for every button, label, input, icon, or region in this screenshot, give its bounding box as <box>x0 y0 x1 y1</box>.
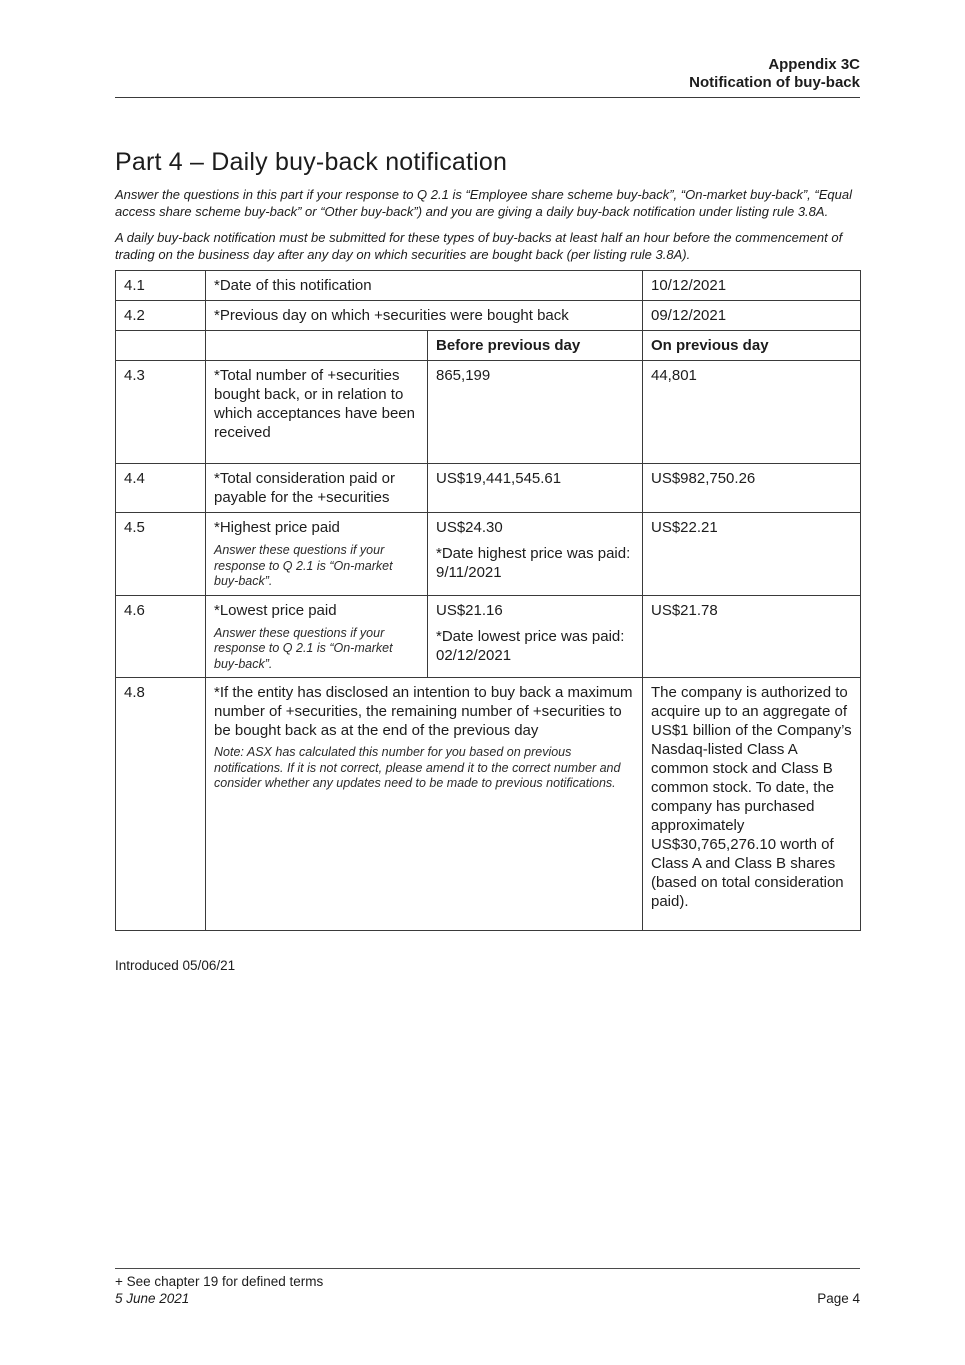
footer-row <box>115 1290 860 1307</box>
cell-4-6-label-text: *Lowest price paid <box>214 601 337 619</box>
document-footer <box>115 1268 860 1307</box>
document-header <box>115 56 860 92</box>
cell-4-6-on: US$21.78 <box>643 595 861 678</box>
cell-4-5-label-text: *Highest price paid <box>214 519 340 536</box>
document-title-header: Notification of buy-back <box>689 74 860 91</box>
cell-4-2-number: 4.2 <box>116 301 206 331</box>
cell-4-6-label-note: Answer these questions if your response to Q 2.1 is “On-market buy-back”. <box>214 625 393 671</box>
cell-4-4-on: US$982,750.26 <box>643 464 861 513</box>
cell-4-8-number: 4.8 <box>116 678 206 931</box>
cell-4-5-before-value: US$24.30 <box>436 519 503 536</box>
cell-4-4-label: *Total consideration paid or payable for the +securities <box>206 464 428 513</box>
cell-4-1-label: *Date of this notification <box>206 271 643 301</box>
cell-4-5-before <box>428 513 643 596</box>
cell-4-8-note: Note: ASX has calculated this number for you based on previous notifications. If it is not correct, please amend it to the correct number and consider whether any updates need to be made to previous notifications. <box>214 745 621 790</box>
footer-defined-terms: + See chapter 19 for defined terms <box>115 1274 324 1289</box>
cell-4-1-number: 4.1 <box>116 271 206 301</box>
cell-4-6-before-date: *Date lowest price was paid: 02/12/2021 <box>436 627 625 664</box>
buyback-notification-table <box>115 270 861 931</box>
cell-4-8-label <box>206 678 643 931</box>
footer-date: 5 June 2021 <box>115 1291 190 1306</box>
cell-4-3-on: 44,801 <box>643 361 861 464</box>
column-header-on-previous-day: On previous day <box>643 331 861 361</box>
introduced-note: Introduced 05/06/21 <box>115 958 236 973</box>
cell-4-4-number: 4.4 <box>116 464 206 513</box>
cell-4-4-before: US$19,441,545.61 <box>428 464 643 513</box>
cell-4-2-value: 09/12/2021 <box>643 301 861 331</box>
table-row <box>116 513 861 596</box>
table-row <box>116 678 861 931</box>
intro-paragraph-1: Answer the questions in this part if your response to Q 2.1 is “Employee share scheme buy-back”, “On-market buy-back”, “Equal access share scheme buy-back” or “Other buy-back”) and you are giving a daily buy-back notification under listing rule 3.8A. <box>115 187 852 219</box>
intro-paragraph-2: A daily buy-back notification must be submitted for these types of buy-backs at least half an hour before the commencement of trading on the business day after any day on which securities are bought back (per listing rule 3.8A). <box>115 230 843 262</box>
cell-4-5-number: 4.5 <box>116 513 206 596</box>
cell-4-3-number: 4.3 <box>116 361 206 464</box>
cell-4-5-before-date: *Date highest price was paid: 9/11/2021 <box>436 545 631 581</box>
table-row <box>116 464 861 513</box>
part-title: Part 4 – Daily buy-back notification <box>115 148 508 176</box>
appendix-label: Appendix 3C <box>768 56 860 73</box>
cell-4-8-question: *If the entity has disclosed an intention to buy back a maximum number of +securities, the remaining number of +securities to be bought back as at the end of the previous day <box>214 684 633 739</box>
cell-4-6-number: 4.6 <box>116 595 206 678</box>
cell-4-6-before <box>428 595 643 678</box>
header-divider <box>115 97 860 98</box>
column-header-before-previous-day: Before previous day <box>428 331 643 361</box>
table-row <box>116 595 861 678</box>
cell-4-3-label: *Total number of +securities bought back, or in relation to which acceptances have been received <box>206 361 428 464</box>
cell-4-6-label <box>206 595 428 678</box>
cell-header-empty-2 <box>206 331 428 361</box>
cell-4-8-answer: The company is authorized to acquire up to an aggregate of US$1 billion of the Company’s Nasdaq-listed Class A common stock and Class B common stock. To date, the company has purchased approximately US$30,765,276.10 worth of Class A and Class B shares (based on total consideration paid). <box>643 678 861 931</box>
table-row <box>116 361 861 464</box>
cell-header-empty-1 <box>116 331 206 361</box>
cell-4-1-value: 10/12/2021 <box>643 271 861 301</box>
footer-page-number: Page 4 <box>817 1291 860 1306</box>
cell-4-6-before-value: US$21.16 <box>436 601 503 619</box>
cell-4-2-label: *Previous day on which +securities were bought back <box>206 301 643 331</box>
cell-4-5-label <box>206 513 428 596</box>
table-row <box>116 271 861 301</box>
table-row <box>116 301 861 331</box>
cell-4-3-before: 865,199 <box>428 361 643 464</box>
cell-4-5-label-note: Answer these questions if your response to Q 2.1 is “On-market buy-back”. <box>214 543 393 588</box>
table-header-row <box>116 331 861 361</box>
intro-section <box>115 187 860 263</box>
cell-4-5-on: US$22.21 <box>643 513 861 596</box>
